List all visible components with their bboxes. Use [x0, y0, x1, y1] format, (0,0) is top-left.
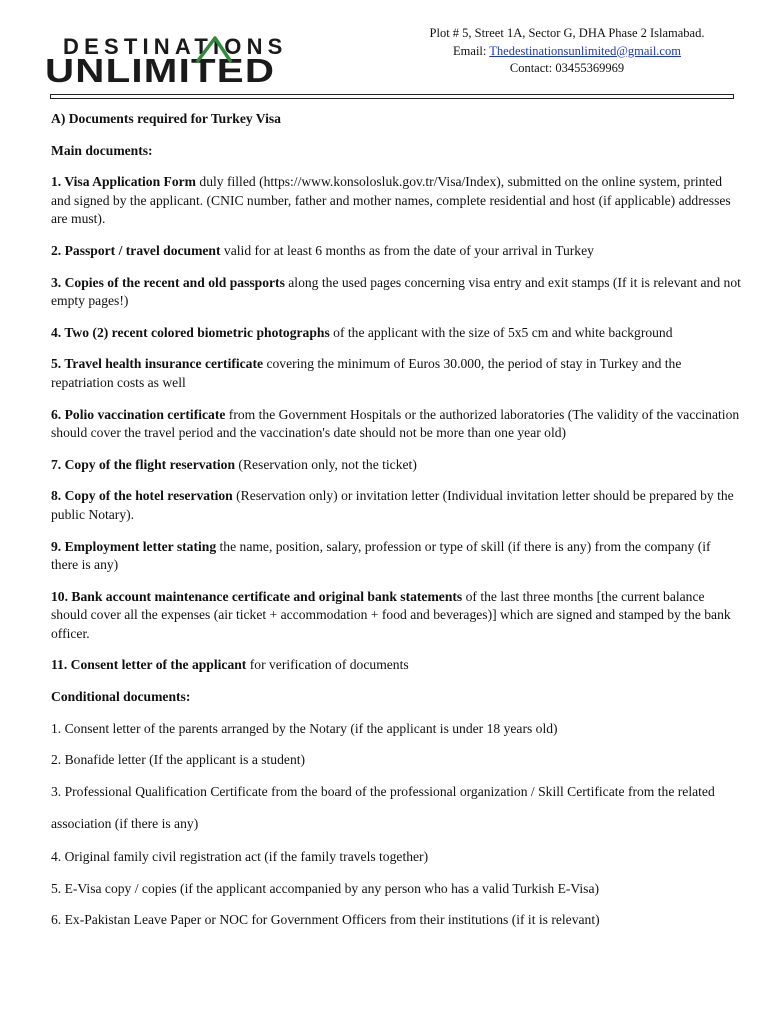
email-link[interactable]: Thedestinationsunlimited@gmail.com [489, 43, 681, 58]
conditional-document-item: association (if there is any) [51, 816, 199, 832]
main-documents-heading: Main documents: [51, 142, 153, 158]
main-document-item-title: 9. Employment letter stating [51, 538, 217, 554]
contact-number: Contact: 03455369969 [509, 61, 625, 75]
main-document-item [51, 656, 741, 675]
contact-block [402, 25, 732, 78]
main-document-item [51, 588, 741, 644]
company-logo [45, 28, 365, 88]
main-document-item-title: 3. Copies of the recent and old passports [51, 274, 285, 290]
conditional-document-item: 4. Original family civil registration act (if the family travels together) [51, 849, 429, 865]
main-document-item [51, 324, 741, 343]
main-document-item-text: (Reservation only) or invitation letter (Individual invitation letter should be prepared by the public Notary). [51, 488, 734, 522]
conditional-document-item: 6. Ex-Pakistan Leave Paper or NOC for Government Officers from their institutions (if it is relevant) [51, 912, 600, 928]
main-document-item-text: of the last three months [the current balance should cover all the expenses (air ticket + accommodation + food and beverages)] which are signed and stamped by the bank officer. [51, 588, 731, 641]
main-document-item-text: the name, position, salary, profession or type of skill (if there is any) from the company (if there is any) [51, 538, 711, 573]
email-label: Email: [453, 43, 490, 58]
header-divider [50, 94, 734, 99]
main-document-item-text: (Reservation only, not the ticket) [235, 456, 417, 472]
main-document-item-title: 2. Passport / travel document [51, 242, 221, 258]
main-document-item-text: of the applicant with the size of 5x5 cm and white background [329, 324, 673, 340]
main-document-item-title: 8. Copy of the hotel reservation [51, 488, 233, 504]
logo-line-destinations: DESTINATIONS [63, 34, 288, 59]
main-document-item [51, 406, 741, 443]
main-document-item [51, 538, 741, 575]
main-document-item [51, 173, 741, 229]
conditional-documents-list [51, 720, 741, 930]
main-document-item [51, 242, 741, 261]
document-title: A) Documents required for Turkey Visa [51, 111, 281, 126]
email-line [402, 43, 732, 61]
address-text: Plot # 5, Street 1A, Sector G, DHA Phase 2 Islamabad. [429, 26, 705, 40]
document-body [51, 110, 741, 943]
main-document-item-text: for verification of documents [246, 657, 409, 673]
main-document-item [51, 456, 741, 475]
main-document-item-text: valid for at least 6 months as from the date of your arrival in Turkey [220, 242, 594, 258]
main-document-item [51, 355, 741, 392]
logo-mountain-icon [45, 28, 365, 88]
conditional-document-item: 1. Consent letter of the parents arranged by the Notary (if the applicant is under 18 years old) [51, 720, 558, 736]
main-document-item-title: 1. Visa Application Form [51, 174, 197, 190]
logo-line-unlimited: UNLIMITED [45, 52, 276, 89]
main-document-item-title: 11. Consent letter of the applicant [51, 657, 247, 673]
main-document-item-title: 6. Polio vaccination certificate [51, 406, 226, 422]
main-document-item-text: from the Government Hospitals or the authorized laboratories (The validity of the vaccination should cover the travel period and the vaccination's date should not be more than one year old) [51, 406, 740, 441]
main-document-item-text: duly filled (https://www.konsolosluk.gov.tr/Visa/Index), submitted on the online system, printed and signed by the applicant. (CNIC number, father and mother names, complete residential and host (if applicable) addresses are must). [51, 174, 731, 227]
conditional-document-item: 3. Professional Qualification Certificate from the board of the professional organization / Skill Certificate from the related [51, 783, 715, 799]
main-document-item-text: covering the minimum of Euros 30.000, the period of stay in Turkey and the repatriation costs as well [51, 356, 682, 390]
main-documents-list [51, 173, 741, 675]
main-document-item-text: along the used pages concerning visa entry and exit stamps (If it is relevant and not empty pages!) [51, 274, 741, 309]
main-document-item-title: 4. Two (2) recent colored biometric photographs [51, 324, 330, 340]
main-document-item [51, 487, 741, 524]
conditional-document-item: 2. Bonafide letter (If the applicant is a student) [51, 752, 306, 768]
main-document-item-title: 10. Bank account maintenance certificate and original bank statements [51, 588, 463, 604]
main-document-item [51, 274, 741, 311]
conditional-document-item: 5. E-Visa copy / copies (if the applicant accompanied by any person who has a valid Turkish E-Visa) [51, 880, 600, 896]
conditional-documents-heading: Conditional documents: [51, 689, 191, 705]
main-document-item-title: 5. Travel health insurance certificate [51, 356, 264, 372]
main-document-item-title: 7. Copy of the flight reservation [51, 456, 236, 472]
